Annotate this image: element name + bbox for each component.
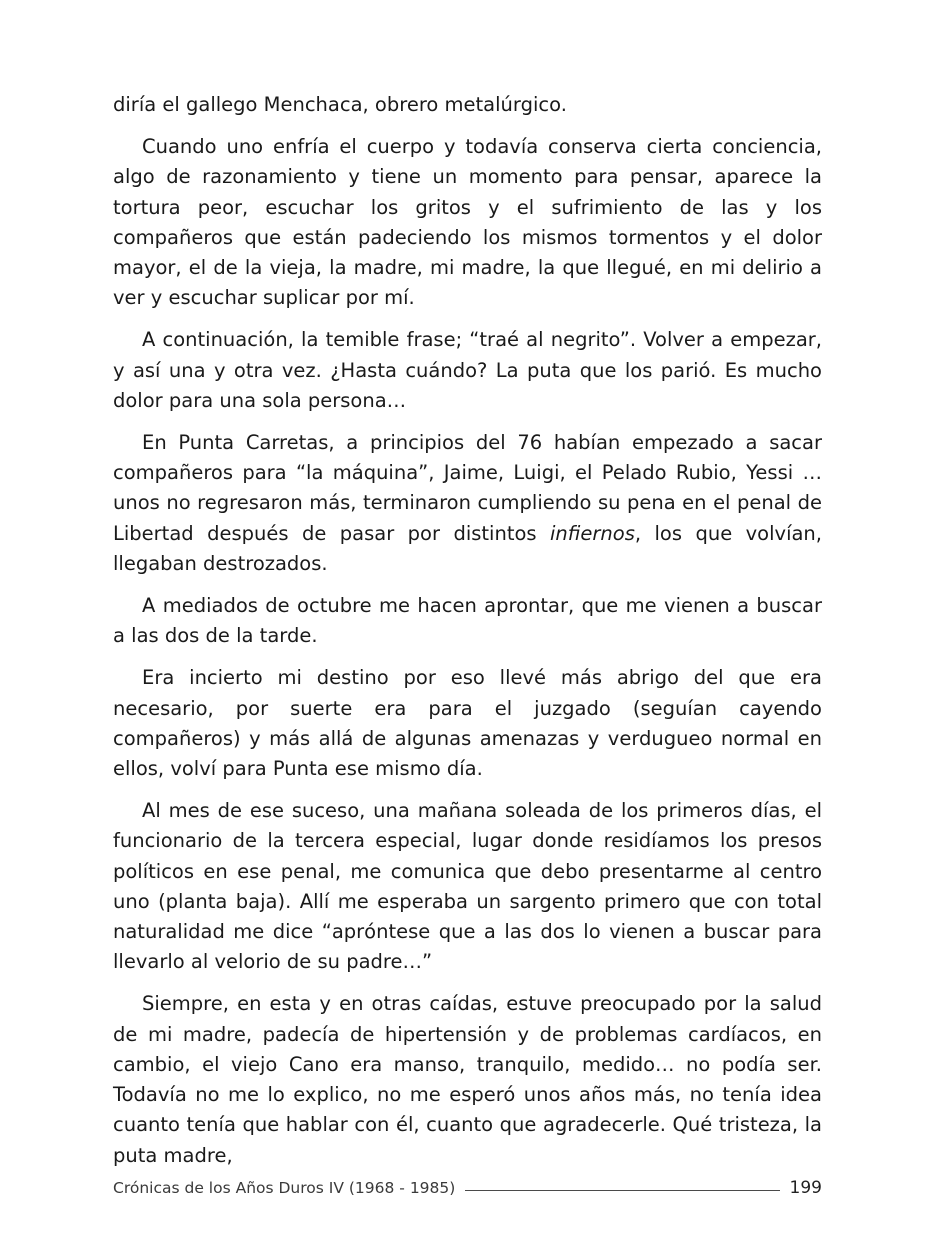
paragraph-5 xyxy=(113,591,822,651)
paragraph-4 xyxy=(113,428,822,579)
page-number: 199 xyxy=(789,1178,822,1198)
paragraph-4-text-b: , los que volvían, llegaban destrozados. xyxy=(113,521,822,575)
paragraph-2 xyxy=(113,132,822,313)
paragraph-1-text: diría el gallego Menchaca, obrero metalúrgico. xyxy=(113,93,567,116)
paragraph-7-text: Al mes de ese suceso, una mañana soleada de los primeros días, el funcionario de la tercera especial, lugar donde residíamos los presos políticos en ese penal, me comunica que debo presentarme al centro uno (planta baja). Allí me esperaba un sargento primero que con total naturalidad me dice “aprόntese que a las dos lo vienen a buscar para llevarlo al velorio de su padre…” xyxy=(113,799,822,974)
paragraph-3-text: A continuación, la temible frase; “traé al negrito”. Volver a empezar, y así una y otra vez. ¿Hasta cuándo? La puta que los parió. Es mucho dolor para una sola persona… xyxy=(113,328,822,412)
running-footer-title: Crónicas de los Años Duros IV (1968 - 1985) xyxy=(113,1179,456,1197)
paragraph-6 xyxy=(113,663,822,784)
paragraph-3 xyxy=(113,325,822,416)
body-text xyxy=(113,90,822,1171)
paragraph-6-text: Era incierto mi destino por eso llevé más abrigo del que era necesario, por suerte era para el juzgado (seguían cayendo compañeros) y más allá de algunas amenazas y verdugueo normal en ellos, volví para Punta ese mismo día. xyxy=(113,666,822,781)
paragraph-8-text: Siempre, en esta y en otras caídas, estuve preocupado por la salud de mi madre, padecía de hipertensión y de problemas cardíacos, en cambio, el viejo Cano era manso, tranquilo, medido… no podía ser. Todavía no me lo explico, no me esperó unos años más, no tenía idea cuanto tenía que hablar con él, cuanto que agradecerle. Qué tristeza, la puta madre, xyxy=(113,992,822,1167)
paragraph-2-text: Cuando uno enfría el cuerpo y todavía conserva cierta conciencia, algo de razonamiento y tiene un momento para pensar, aparece la tortura peor, escuchar los gritos y el sufrimiento de las y los compañeros que están padeciendo los mismos tormentos y el dolor mayor, el de la vieja, la madre, mi madre, la que llegué, en mi delirio a ver y escuchar suplicar por mí. xyxy=(113,135,822,310)
footer-rule xyxy=(465,1190,779,1191)
paragraph-4-italic-word: infiernos xyxy=(550,521,635,545)
paragraph-4-text-a: En Punta Carretas, a principios del 76 habían empezado a sacar compañeros para “la máquina”, Jaime, Luigi, el Pelado Rubio, Yessi … unos no regresaron más, terminaron cumpliendo su pena en el penal de Libertad después de pasar por distintos xyxy=(113,431,822,545)
paragraph-1 xyxy=(113,90,822,120)
paragraph-5-text: A mediados de octubre me hacen aprontar, que me vienen a buscar a las dos de la tarde. xyxy=(113,594,822,648)
page-footer xyxy=(113,1174,822,1202)
paragraph-7 xyxy=(113,796,822,977)
paragraph-8 xyxy=(113,989,822,1170)
